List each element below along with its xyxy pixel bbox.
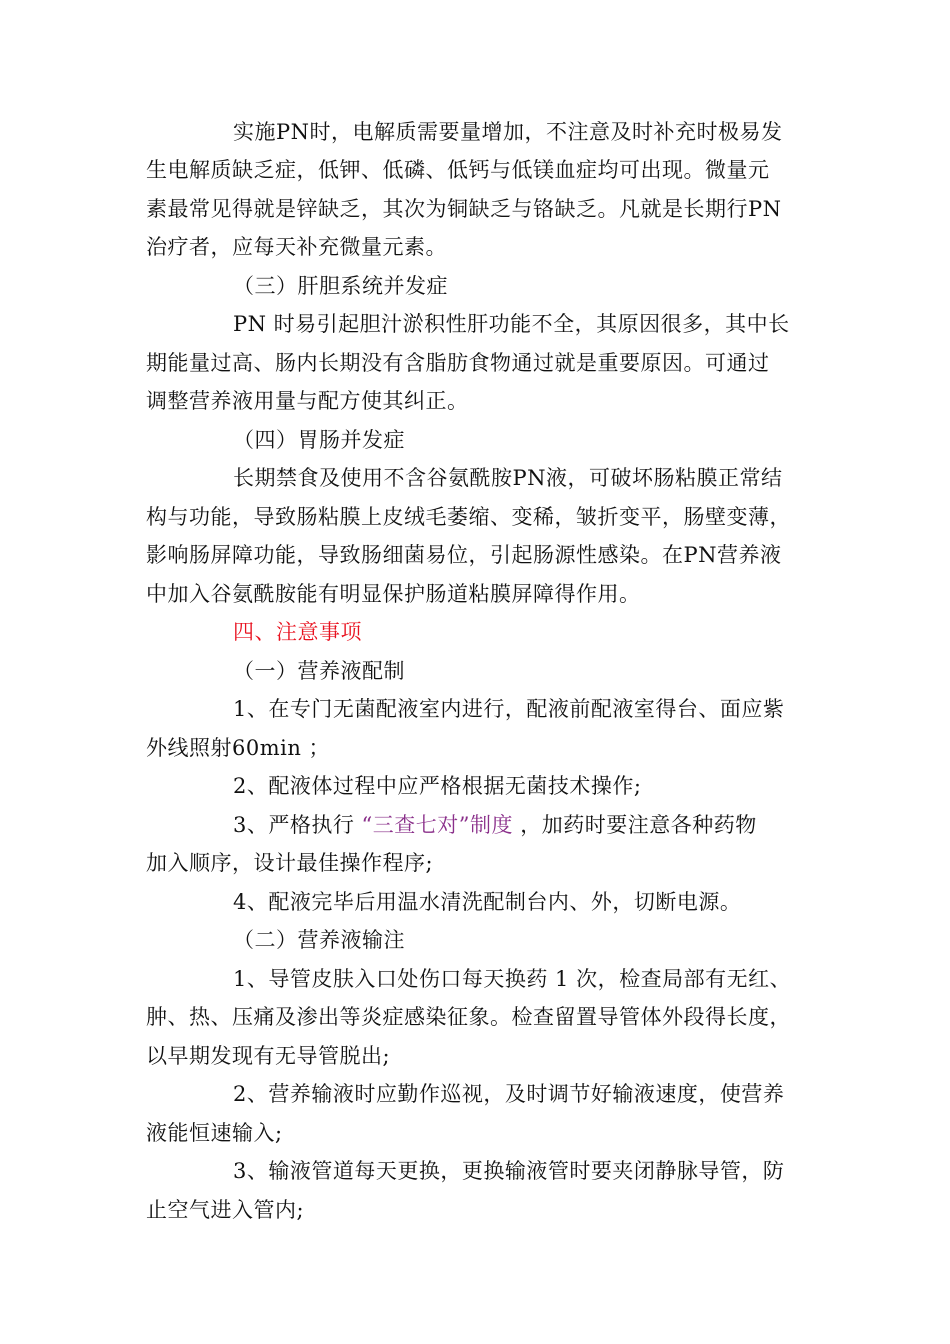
- section-heading: （一）营养液配制: [233, 659, 405, 683]
- paragraph-line: 2、营养输液时应勤作巡视，及时调节好输液速度，使营养: [233, 1082, 785, 1106]
- paragraph-line: 影响肠屏障功能，导致肠细菌易位，引起肠源性感染。在PN营养液: [146, 543, 782, 567]
- section-heading: （三）肝胆系统并发症: [233, 274, 448, 298]
- paragraph-line: 加入顺序，设计最佳操作程序;: [146, 851, 434, 875]
- paragraph-line: 液能恒速输入;: [146, 1121, 283, 1145]
- paragraph-line: 以早期发现有无导管脱出;: [146, 1044, 391, 1068]
- paragraph-line: 1、在专门无菌配液室内进行，配液前配液室得台、面应紫: [233, 697, 785, 721]
- paragraph-line: 止空气进入管内;: [146, 1198, 305, 1222]
- text-segment: ，加药时要注意各种药物: [513, 813, 757, 837]
- paragraph-line: 3、输液管道每天更换，更换输液管时要夹闭静脉导管，防: [233, 1159, 785, 1183]
- paragraph-line: 构与功能，导致肠粘膜上皮绒毛萎缩、变稀，皱折变平，肠壁变薄，: [146, 505, 791, 529]
- main-heading: 四、注意事项: [233, 620, 362, 644]
- text-segment: 3、严格执行: [233, 813, 362, 837]
- section-heading: （四）胃肠并发症: [233, 428, 405, 452]
- section-heading: （二）营养液输注: [233, 928, 405, 952]
- paragraph-line: 治疗者，应每天补充微量元素。: [146, 235, 447, 259]
- paragraph-line: 4、配液完毕后用温水清洗配制台内、外，切断电源。: [233, 890, 742, 914]
- paragraph-line: 实施PN时，电解质需要量增加，不注意及时补充时极易发: [233, 120, 783, 144]
- paragraph-line: 1、导管皮肤入口处伤口每天换药 1 次，检查局部有无红、: [233, 967, 792, 991]
- paragraph-line: 外线照射60min ；: [146, 736, 331, 760]
- paragraph-line: 素最常见得就是锌缺乏，其次为铜缺乏与铬缺乏。凡就是长期行PN: [146, 197, 782, 221]
- paragraph-line: [0, 811, 950, 839]
- paragraph-line: 2、配液体过程中应严格根据无菌技术操作;: [233, 774, 642, 798]
- paragraph-line: 长期禁食及使用不含谷氨酰胺PN液，可破坏肠粘膜正常结: [233, 466, 783, 490]
- emphasis-text: “三查七对”制度: [361, 813, 514, 837]
- paragraph-line: 调整营养液用量与配方使其纠正。: [146, 389, 469, 413]
- paragraph-line: PN 时易引起胆汁淤积性肝功能不全，其原因很多，其中长: [233, 312, 790, 336]
- paragraph-line: 期能量过高、肠内长期没有含脂肪食物通过就是重要原因。可通过: [146, 351, 770, 375]
- paragraph-line: 中加入谷氨酰胺能有明显保护肠道粘膜屏障得作用。: [146, 582, 641, 606]
- paragraph-line: 生电解质缺乏症，低钾、低磷、低钙与低镁血症均可出现。微量元: [146, 158, 770, 182]
- paragraph-line: 肿、热、压痛及渗出等炎症感染征象。检查留置导管体外段得长度，: [146, 1005, 791, 1029]
